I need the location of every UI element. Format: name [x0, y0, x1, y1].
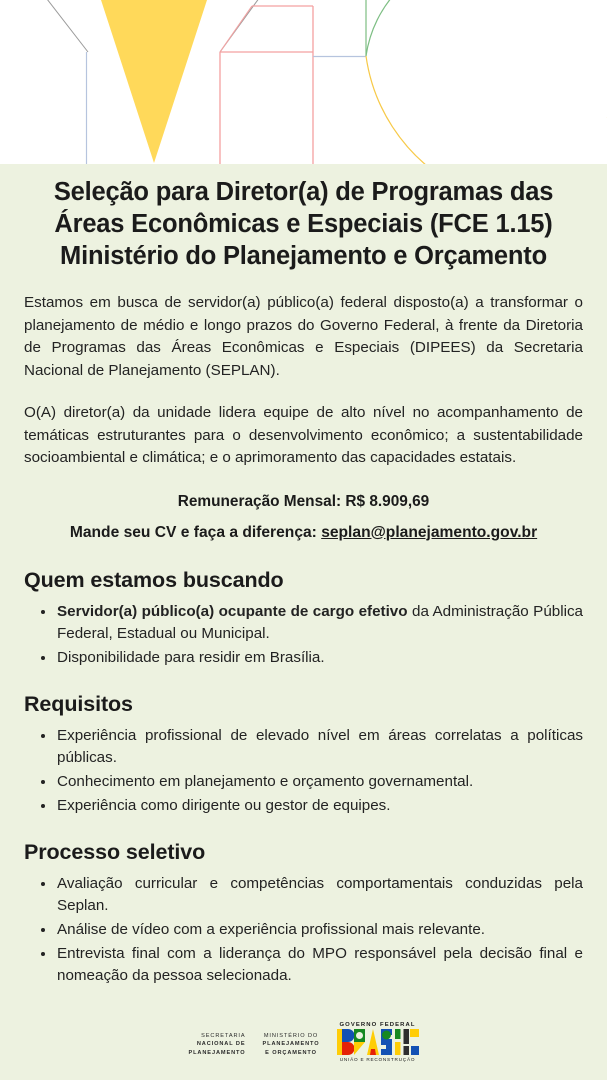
section-processo-seletivo — [24, 839, 583, 987]
mpo-logo-line-2: PLANEJAMENTO — [262, 1041, 320, 1048]
yellow-triangle — [88, 0, 220, 163]
footer-logos-row — [0, 1022, 607, 1063]
gray-diagonal-line-2 — [220, 0, 265, 52]
list-item-text: Entrevista final com a liderança do MPO responsável pela decisão final e nomeação da pessoa selecionada. — [57, 944, 583, 984]
seplan-logo-line-1: SECRETARIA — [201, 1032, 246, 1039]
header-graphic-svg — [0, 0, 607, 164]
list-quem-estamos-buscando — [24, 601, 583, 669]
list-item — [40, 919, 583, 941]
section-title-requisitos: Requisitos — [24, 691, 133, 716]
list-item — [40, 873, 583, 917]
list-processo-seletivo — [24, 873, 583, 987]
governo-federal-brasil-logo — [337, 1022, 419, 1063]
role-paragraph: O(A) diretor(a) da unidade lidera equipe de alto nível no acompanhamento de temáticas estruturantes para o desenvolvimento econômico; a sustentabilidade socioambiental e climática; e o aprimoramento das capacidades estatais. — [24, 404, 583, 466]
list-item — [40, 601, 583, 645]
gray-diagonal-line — [40, 0, 88, 52]
page-title — [24, 176, 583, 272]
seplan-logo-line-2: NACIONAL DE — [196, 1041, 246, 1048]
list-item — [40, 647, 583, 669]
header-decorative-band — [0, 0, 607, 164]
red-rectangle-outline — [220, 6, 313, 164]
title-line-3: Ministério do Planejamento e Orçamento — [60, 242, 547, 270]
mpo-logo-line-1: MINISTÉRIO DO — [263, 1032, 319, 1039]
list-item-text: Conhecimento em planejamento e orçamento governamental. — [57, 772, 474, 790]
seplan-logo-line-3: PLANEJAMENTO — [188, 1049, 246, 1056]
cv-call-to-action — [24, 521, 583, 545]
governo-federal-label: GOVERNO FEDERAL — [339, 1021, 416, 1028]
mpo-logo — [263, 1022, 320, 1058]
green-arc — [366, 0, 470, 56]
brasil-wordmark-icon — [337, 1029, 419, 1055]
title-line-1: Seleção para Diretor(a) de Programas das — [53, 178, 554, 206]
section-quem-estamos-buscando — [24, 567, 583, 669]
section-title-quem-estamos-buscando: Quem estamos buscando — [24, 567, 284, 592]
list-item — [40, 795, 583, 817]
section-title-processo-seletivo: Processo seletivo — [24, 839, 206, 864]
amber-arc — [366, 56, 607, 164]
section-requisitos — [24, 691, 583, 817]
list-item-text: Análise de vídeo com a experiência profissional mais relevante. — [57, 920, 486, 938]
list-item-bold: Servidor(a) público(a) ocupante de cargo efetivo — [57, 602, 408, 620]
uniao-reconstrucao-label: UNIÃO E RECONSTRUÇÃO — [339, 1057, 416, 1062]
list-item — [40, 943, 583, 987]
title-line-2: Áreas Econômicas e Especiais (FCE 1.15) — [54, 210, 553, 238]
mpo-logo-line-3: E ORÇAMENTO — [265, 1049, 317, 1056]
email-link[interactable]: seplan@planejamento.gov.br — [321, 523, 538, 541]
list-requisitos — [24, 725, 583, 817]
list-item-text: da Administração Pública Federal, Estadual ou Municipal. — [57, 602, 583, 642]
list-item — [40, 771, 583, 793]
list-item-text: Avaliação curricular e competências comportamentais conduzidas pela Seplan. — [57, 874, 583, 914]
seplan-logo — [188, 1022, 245, 1058]
intro-paragraph: Estamos em busca de servidor(a) público(a) federal disposto(a) a transformar o planejamento de médio e longo prazos do Governo Federal, à frente da Diretoria de Programas das Áreas Econômicas e Especiais (DIPEES) da Secretaria Nacional de Planejamento (SEPLAN). — [24, 294, 583, 379]
red-diagonal-line — [220, 6, 252, 52]
list-item-text: Disponibilidade para residir em Brasília. — [57, 648, 325, 666]
list-item — [40, 725, 583, 769]
highlight-block — [24, 490, 583, 545]
poster-content — [0, 176, 607, 987]
footer-logos — [188, 1022, 418, 1063]
salary-text: Remuneração Mensal: R$ 8.909,69 — [177, 492, 430, 510]
list-item-text: Experiência como dirigente ou gestor de equipes. — [57, 796, 391, 814]
list-item-text: Experiência profissional de elevado nível em áreas correlatas a políticas públicas. — [57, 726, 583, 766]
cv-prefix-text: Mande seu CV e faça a diferença: — [69, 523, 322, 541]
